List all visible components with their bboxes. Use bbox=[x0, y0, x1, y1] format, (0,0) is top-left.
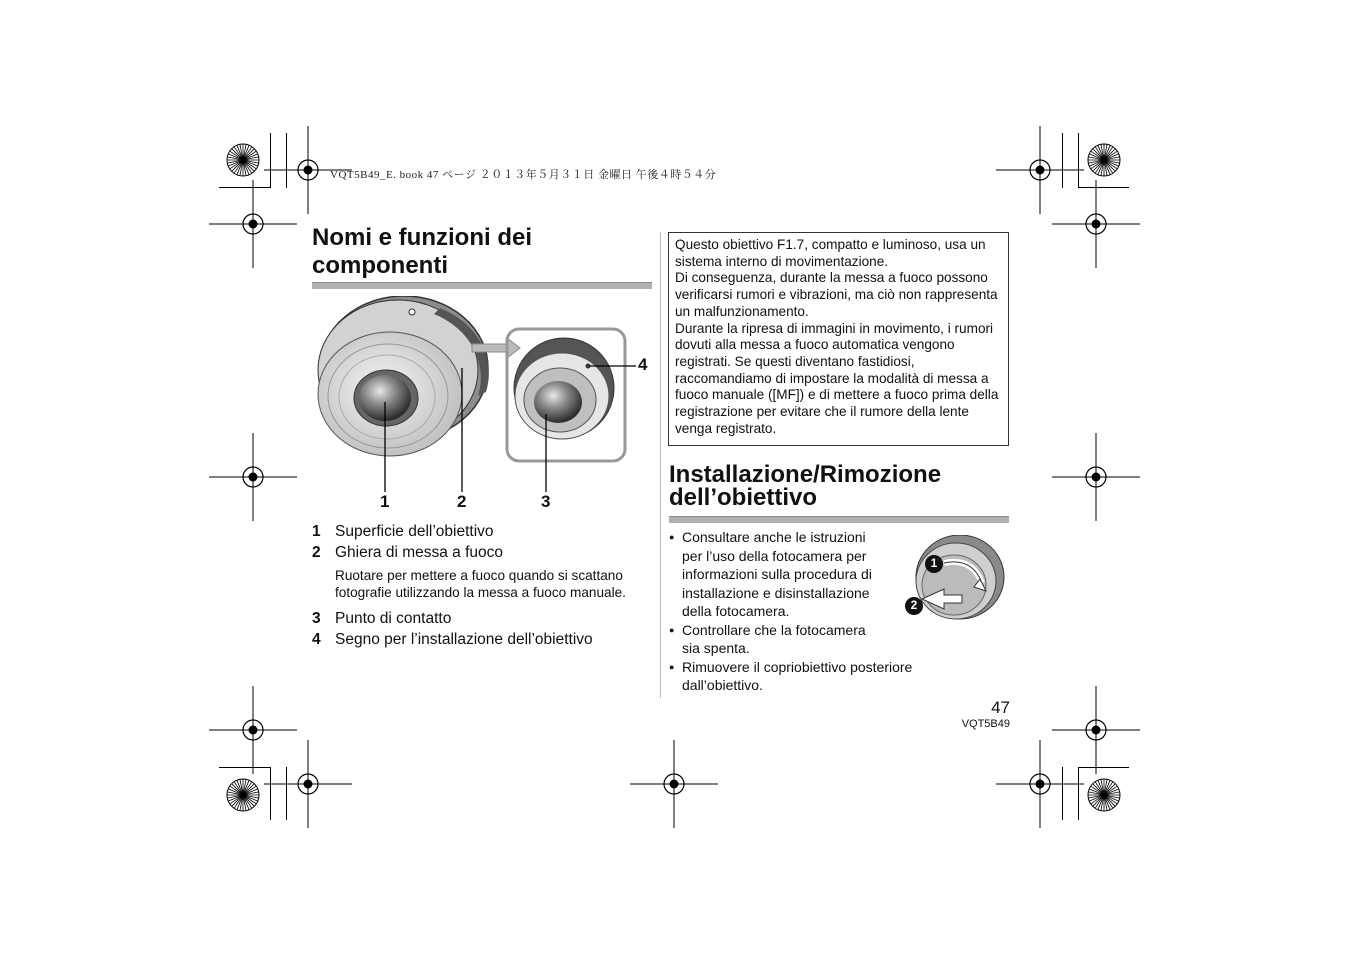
note-paragraph: Durante la ripresa di immagini in movimento, i rumori dovuti alla messa a fuoco automatica vengono registrati. Se questi diventano fastidiosi, raccomandiamo di impostare la modalità di messa a fuoco manuale ([MF]) e di mettere a fuoco prima della registrazione per evitare che il rumore della lente venga registrato. bbox=[675, 320, 999, 436]
part-number: 2 bbox=[312, 544, 321, 561]
note-paragraph: Di conseguenza, durante la messa a fuoco possono verificarsi rumori e vibrazioni, ma ciò non rappresenta un malfunzionamento. bbox=[675, 270, 998, 319]
list-item bbox=[312, 609, 662, 629]
bullet-item: ● Controllare che la fotocamera sia spenta. bbox=[669, 621, 887, 658]
part-label: Superficie dell’obiettivo bbox=[335, 523, 494, 540]
title-rule bbox=[312, 282, 652, 289]
title-line-2: componenti bbox=[312, 252, 448, 279]
callout-3: 3 bbox=[541, 492, 551, 511]
part-label: Segno per l’installazione dell’obiettivo bbox=[335, 631, 593, 648]
note-box bbox=[668, 232, 1009, 446]
parts-list bbox=[312, 522, 662, 651]
title-rule bbox=[669, 516, 1009, 523]
instruction-bullets bbox=[669, 528, 952, 695]
step-badge-2: 2 bbox=[910, 598, 918, 612]
part-label: Punto di contatto bbox=[335, 610, 452, 627]
step-badge-1: 1 bbox=[930, 556, 938, 570]
print-header: VQT5B49_E. book 47 ページ ２０１３年５月３１日 金曜日 午後４時５４分 bbox=[330, 169, 717, 181]
title-line-1: Installazione/Rimozione bbox=[669, 461, 942, 488]
bullet-item: ● Consultare anche le istruzioni per l’uso della fotocamera per informazioni sulla procedura di installazione e disinstallazione della fotocamera. bbox=[669, 528, 887, 621]
callout-2: 2 bbox=[457, 492, 467, 511]
note-paragraph: Questo obiettivo F1.7, compatto e luminoso, usa un sistema interno di movimentazione. bbox=[675, 237, 986, 269]
section-title-components bbox=[312, 224, 532, 280]
title-line-2: dell’obiettivo bbox=[669, 484, 818, 511]
model-code: VQT5B49 bbox=[961, 718, 1010, 730]
part-label: Ghiera di messa a fuoco bbox=[335, 544, 504, 561]
part-number: 3 bbox=[312, 610, 321, 627]
part-number: 1 bbox=[312, 523, 321, 540]
callout-4: 4 bbox=[638, 355, 648, 374]
callout-1: 1 bbox=[380, 492, 390, 511]
part-number: 4 bbox=[312, 631, 321, 648]
lens-illustration bbox=[312, 296, 662, 496]
part-description: Ruotare per mettere a fuoco quando si scattano fotografie utilizzando la messa a fuoco manuale. bbox=[335, 568, 626, 600]
list-item bbox=[312, 543, 662, 563]
bullet-item: ● Rimuovere il copriobiettivo posteriore dall’obiettivo. bbox=[669, 658, 952, 695]
section-title-installation bbox=[669, 463, 941, 509]
list-item bbox=[312, 630, 662, 650]
list-item bbox=[312, 522, 662, 542]
title-line-1: Nomi e funzioni dei bbox=[312, 224, 532, 251]
column-divider bbox=[660, 232, 661, 698]
page-number: 47 bbox=[991, 698, 1010, 717]
